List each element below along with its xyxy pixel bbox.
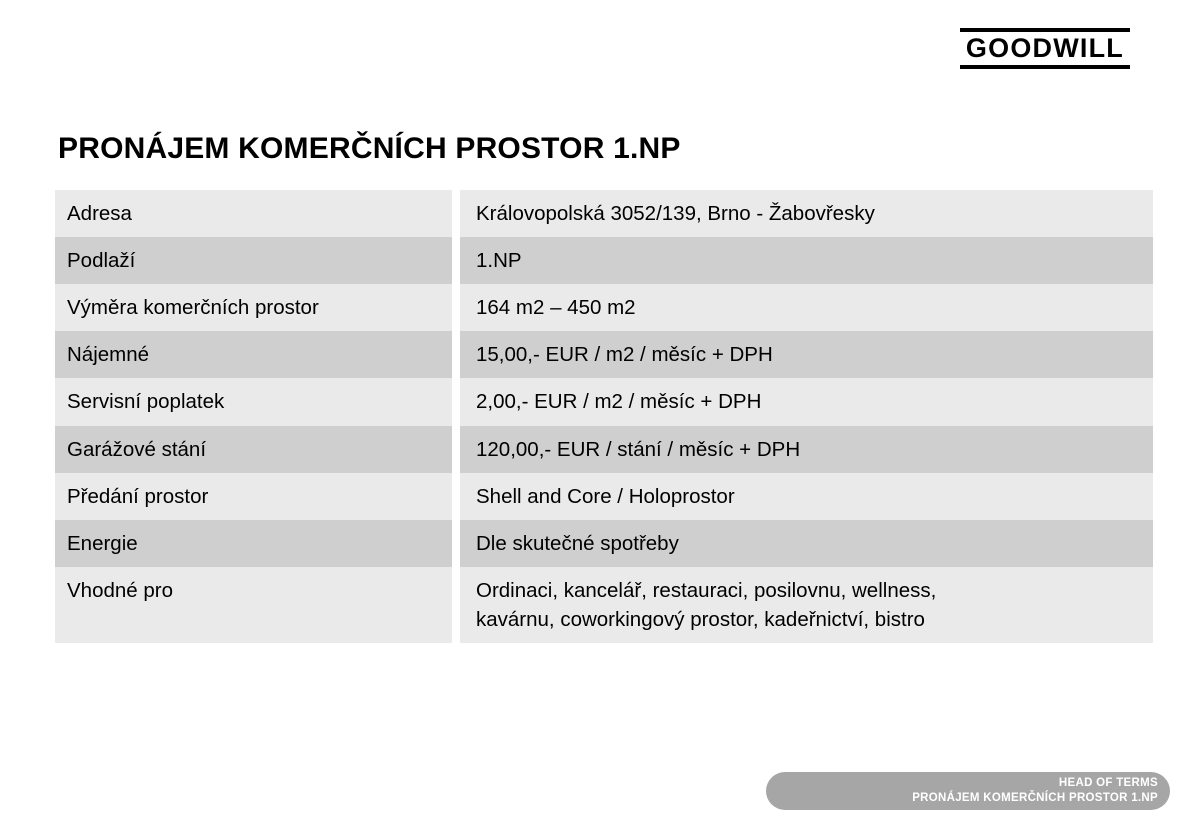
- table-cell-spacer: [452, 567, 460, 643]
- table-cell-value: [460, 473, 1153, 520]
- table-row: [55, 473, 1153, 520]
- table-cell-label: Výměra komerčních prostor: [55, 284, 452, 331]
- value-line: Královopolská 3052/139, Brno - Žabovřesky: [476, 202, 875, 225]
- value-line: Shell and Core / Holoprostor: [476, 484, 735, 508]
- value-line: Dle skutečné spotřeby: [476, 531, 679, 555]
- value-line: 2,00,- EUR / m2 / měsíc + DPH: [476, 390, 762, 414]
- table-cell-label: Garážové stání: [55, 426, 452, 473]
- table-cell-value: [460, 190, 1153, 237]
- page-title: PRONÁJEM KOMERČNÍCH PROSTOR 1.NP: [58, 132, 681, 166]
- property-spec-table: [55, 190, 1153, 643]
- table-row: [55, 520, 1153, 567]
- table-cell-value: [460, 378, 1153, 425]
- table-cell-value: [460, 567, 1153, 643]
- table-cell-value: [460, 331, 1153, 378]
- value-line: 15,00,- EUR / m2 / měsíc + DPH: [476, 343, 773, 367]
- footer-banner: [766, 772, 1170, 810]
- table-cell-label: Nájemné: [55, 331, 452, 378]
- table-cell-spacer: [452, 426, 460, 473]
- table-cell-label: Předání prostor: [55, 473, 452, 520]
- table-cell-value: [460, 284, 1153, 331]
- table-cell-spacer: [452, 190, 460, 237]
- table-cell-spacer: [452, 331, 460, 378]
- table-cell-value: [460, 237, 1153, 284]
- table-row: [55, 237, 1153, 284]
- table-cell-value: [460, 426, 1153, 473]
- table-cell-label: Servisní poplatek: [55, 378, 452, 425]
- table-cell-spacer: [452, 237, 460, 284]
- table-cell-label: Energie: [55, 520, 452, 567]
- table-row: [55, 331, 1153, 378]
- footer-line-2: PRONÁJEM KOMERČNÍCH PROSTOR 1.NP: [912, 792, 1158, 804]
- table-cell-label: Adresa: [55, 190, 452, 237]
- table-cell-spacer: [452, 520, 460, 567]
- table-row: [55, 426, 1153, 473]
- value-line: Ordinaci, kancelář, restauraci, posilovnu, wellness,: [476, 578, 937, 602]
- table-row: [55, 284, 1153, 331]
- footer-line-1: HEAD OF TERMS: [1058, 777, 1158, 789]
- table-row: [55, 378, 1153, 425]
- brand-logo: [960, 28, 1130, 69]
- value-line: 1.NP: [476, 249, 522, 273]
- table-cell-spacer: [452, 284, 460, 331]
- table-cell-value: [460, 520, 1153, 567]
- brand-logo-text: GOODWILL: [960, 28, 1130, 69]
- table-cell-spacer: [452, 378, 460, 425]
- value-line: kavárnu, coworkingový prostor, kadeřnictví, bistro: [476, 607, 925, 631]
- value-line: 164 m2 – 450 m2: [476, 296, 636, 320]
- table-cell-label: Podlaží: [55, 237, 452, 284]
- value-line: 120,00,- EUR / stání / měsíc + DPH: [476, 437, 801, 461]
- table-row: [55, 567, 1153, 643]
- table-row: [55, 190, 1153, 237]
- table-cell-label: Vhodné pro: [55, 567, 452, 643]
- table-cell-spacer: [452, 473, 460, 520]
